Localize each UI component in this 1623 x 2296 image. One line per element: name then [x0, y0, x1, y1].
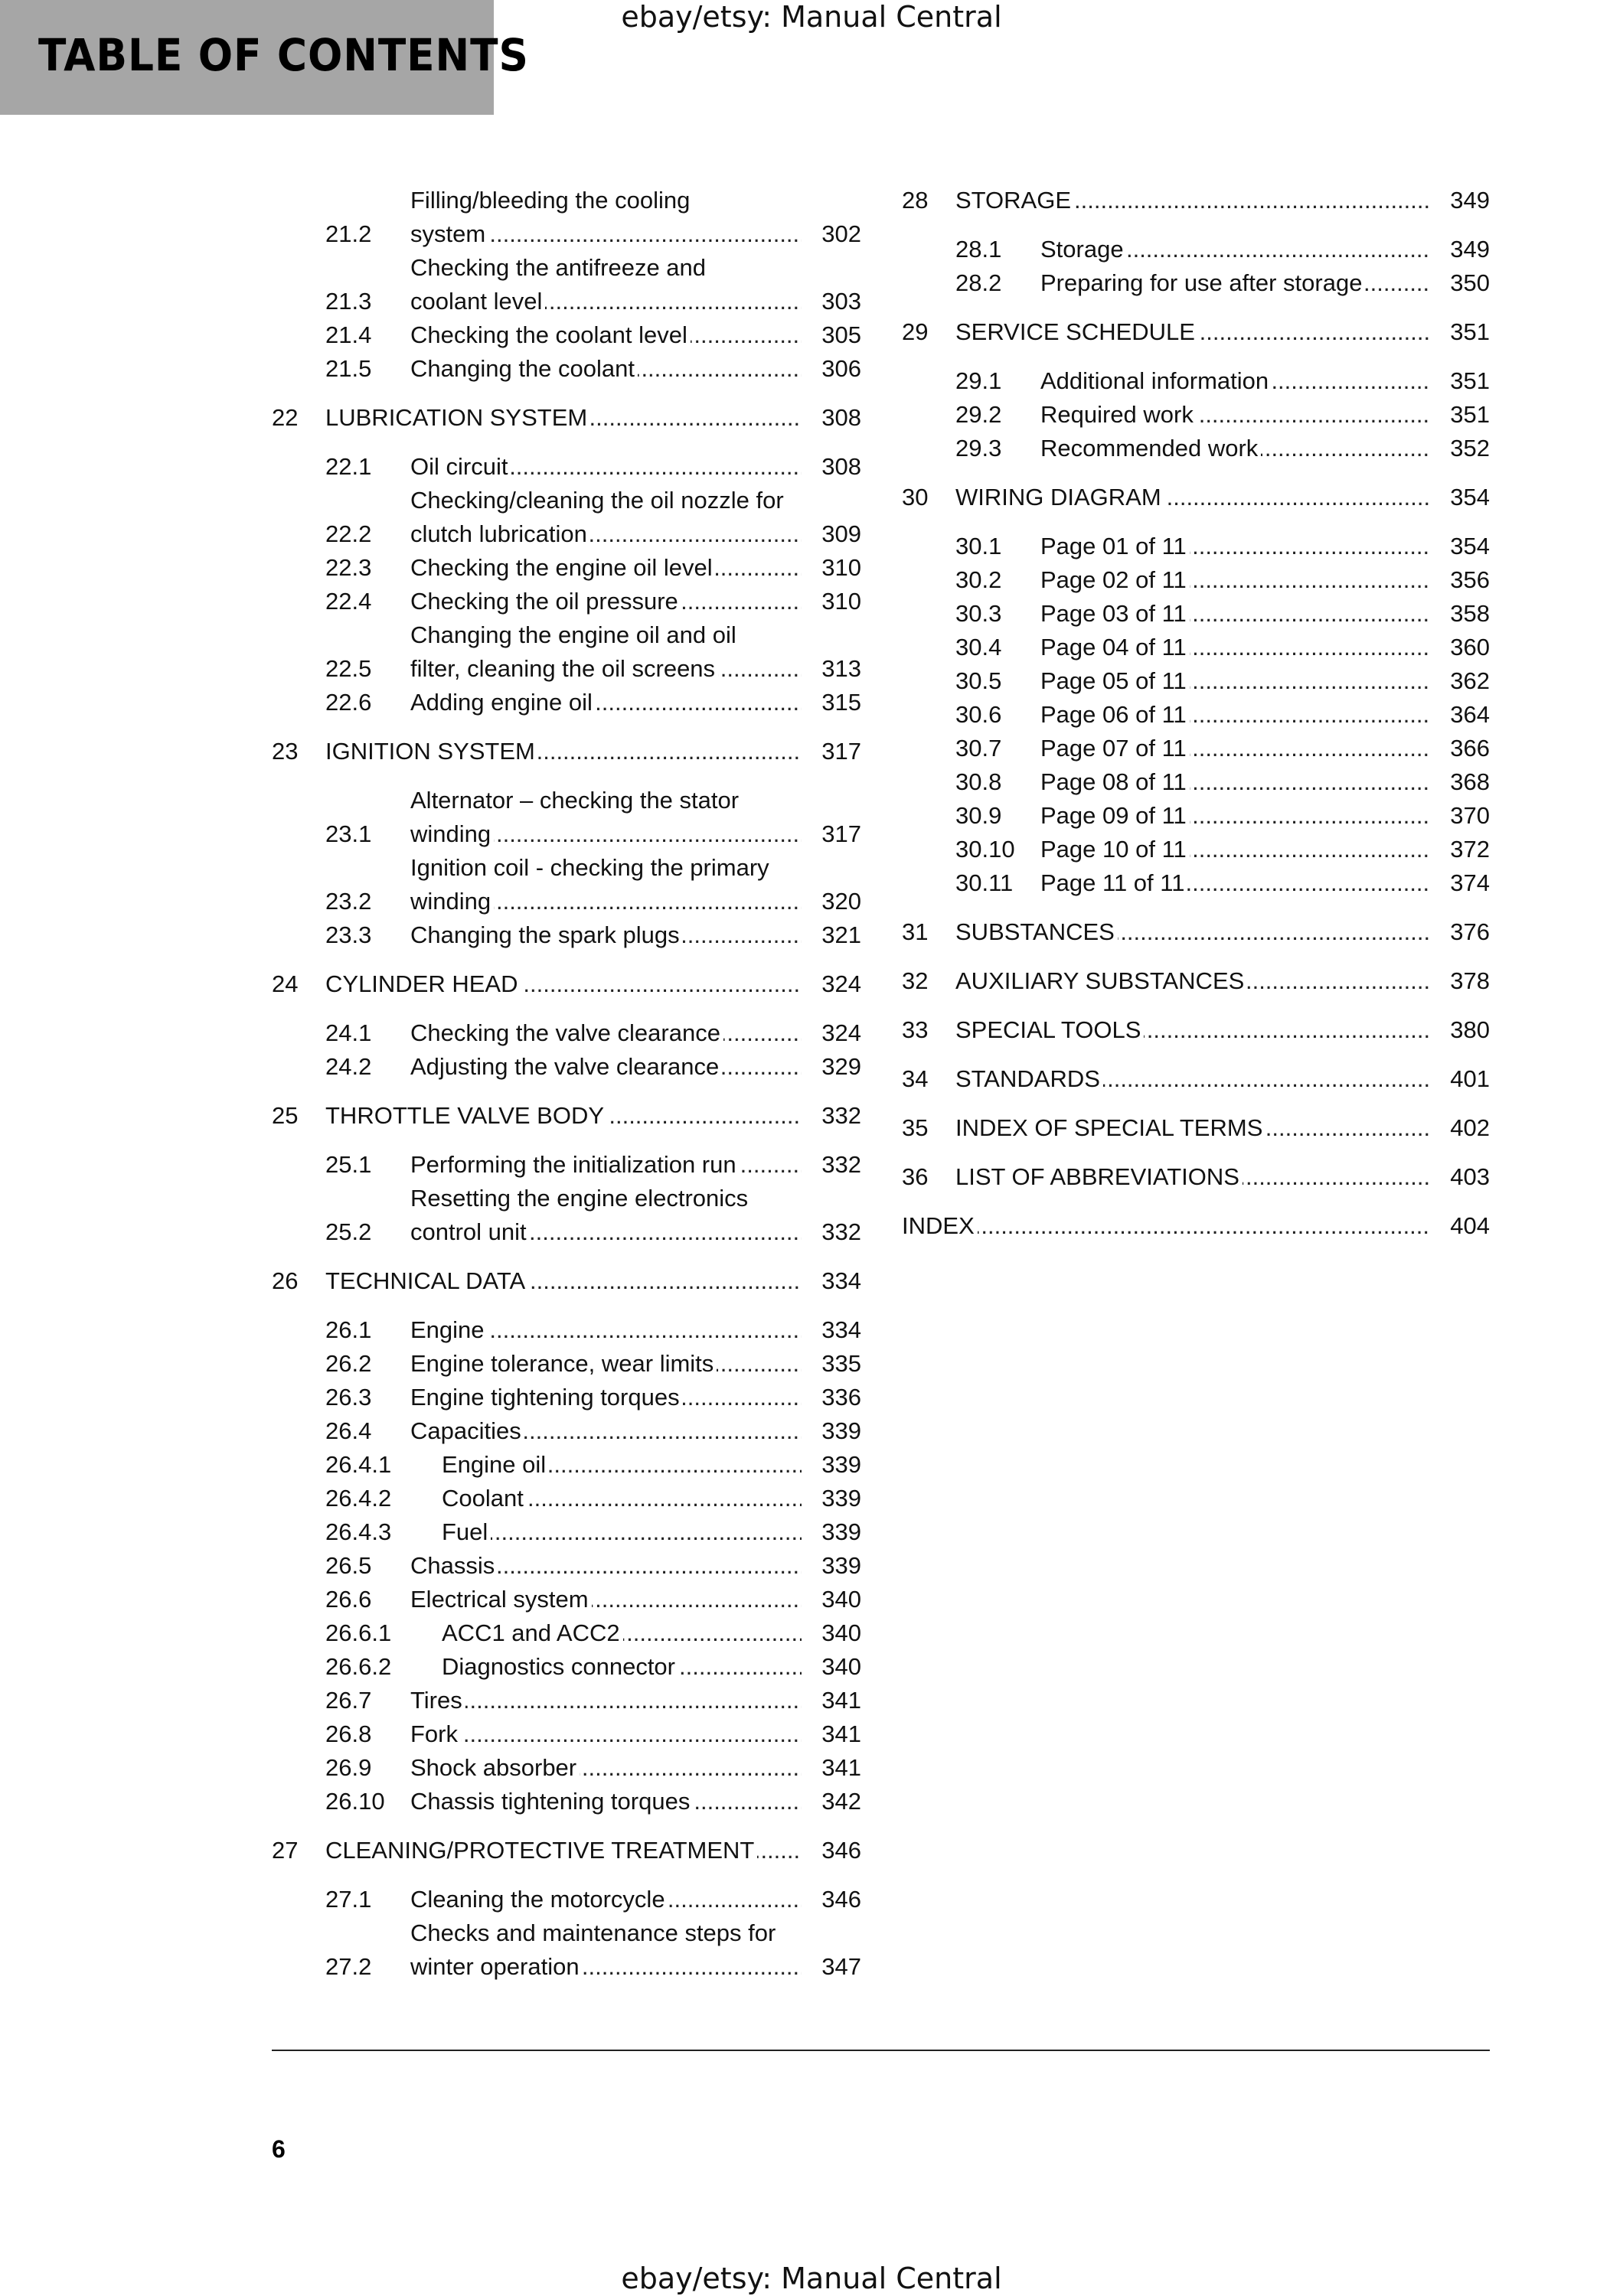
toc-entry-page: 352 — [1430, 432, 1490, 465]
toc-entry[interactable] — [272, 784, 861, 851]
toc-entry[interactable] — [272, 618, 861, 686]
toc-entry[interactable] — [272, 585, 861, 618]
toc-entry-page: 351 — [1430, 398, 1490, 432]
toc-entry-page: 346 — [802, 1883, 861, 1916]
toc-entry[interactable] — [902, 664, 1490, 698]
toc-entry-page: 335 — [802, 1347, 861, 1381]
toc-entry-number: 30 — [902, 484, 929, 510]
toc-entry[interactable] — [902, 915, 1490, 949]
toc-entry-title: SUBSTANCES — [955, 918, 1118, 945]
toc-entry-title: LUBRICATION SYSTEM — [325, 404, 590, 431]
toc-entry-title: Performing the initialization run — [410, 1151, 740, 1178]
toc-entry-title: Diagnostics connector — [442, 1653, 678, 1680]
toc-entry-page: 308 — [802, 450, 861, 484]
toc-entry[interactable] — [272, 1684, 861, 1717]
toc-entry-title: Page 07 of 11 — [1040, 735, 1190, 762]
toc-entry-title: Checking the coolant level — [410, 321, 691, 348]
toc-entry-page: 334 — [802, 1264, 861, 1298]
toc-entry-number: 26.7 — [325, 1687, 372, 1714]
toc-entry[interactable] — [272, 1834, 861, 1867]
toc-entry-number: 27.2 — [325, 1953, 372, 1980]
toc-left-column — [272, 184, 861, 1984]
toc-entry-page: 339 — [802, 1549, 861, 1583]
toc-entry-title: AUXILIARY SUBSTANCES — [955, 967, 1247, 994]
toc-entry-page: 376 — [1430, 915, 1490, 949]
toc-entry-page: 320 — [802, 885, 861, 918]
toc-entry-title: Engine — [410, 1316, 488, 1343]
toc-entry-number: 36 — [902, 1163, 929, 1190]
toc-entry-title: Adding engine oil — [410, 689, 596, 716]
toc-entry-title: Tires — [410, 1687, 465, 1714]
toc-entry-page: 351 — [1430, 364, 1490, 398]
page-number: 6 — [272, 2135, 286, 2163]
toc-entry-title: Adjusting the valve clearance — [410, 1053, 722, 1080]
toc-entry[interactable] — [902, 698, 1490, 732]
toc-entry-number: 30.9 — [955, 802, 1002, 829]
toc-entry-number: 24 — [272, 970, 299, 997]
toc-entry-title: Page 02 of 11 — [1040, 566, 1190, 593]
toc-entry-page: 340 — [802, 1616, 861, 1650]
toc-entry-number: 30.6 — [955, 701, 1002, 728]
toc-entry-number: 30.7 — [955, 735, 1002, 762]
toc-entry-number: 26.4.3 — [325, 1518, 392, 1545]
toc-entry-title: IGNITION SYSTEM — [325, 738, 538, 765]
toc-entry-number: 29.2 — [955, 401, 1002, 428]
toc-entry[interactable] — [902, 866, 1490, 900]
toc-entry-title: Changing the spark plugs — [410, 921, 683, 948]
toc-entry-number: 26.4.2 — [325, 1485, 392, 1512]
toc-entry-number: 26.5 — [325, 1552, 372, 1579]
toc-entry-number: 29.1 — [955, 367, 1002, 394]
toc-entry[interactable] — [272, 1650, 861, 1684]
toc-entry-page: 313 — [802, 652, 861, 686]
toc-entry[interactable] — [902, 799, 1490, 833]
toc-entry-title: Additional information — [1040, 367, 1272, 394]
toc-entry-page: 334 — [802, 1313, 861, 1347]
toc-entry-title: Coolant — [442, 1485, 527, 1512]
toc-entry-page: 358 — [1430, 597, 1490, 631]
toc-entry-page: 321 — [802, 918, 861, 952]
watermark-top: ebay/etsy: Manual Central — [621, 0, 1002, 34]
toc-entry[interactable] — [272, 1414, 861, 1448]
toc-entry-title: Checking the antifreeze and — [410, 254, 709, 281]
toc-entry[interactable] — [272, 318, 861, 352]
toc-entry[interactable] — [272, 1099, 861, 1133]
toc-entry-number: 23.2 — [325, 888, 372, 915]
toc-entry-title: Storage — [1040, 236, 1127, 263]
toc-entry[interactable] — [272, 484, 861, 551]
toc-entry-number: 21.5 — [325, 355, 372, 382]
toc-entry-title: STORAGE — [955, 187, 1074, 214]
toc-entry[interactable] — [902, 597, 1490, 631]
toc-entry[interactable] — [272, 1583, 861, 1616]
toc-entry-number: 23.3 — [325, 921, 372, 948]
toc-entry-title: Page 01 of 11 — [1040, 533, 1190, 559]
toc-entry-page: 362 — [1430, 664, 1490, 698]
toc-entry-page: 347 — [802, 1950, 861, 1984]
toc-entry-title: WIRING DIAGRAM — [955, 484, 1164, 510]
toc-entry-number: 22 — [272, 404, 299, 431]
toc-entry-number: 30.8 — [955, 768, 1002, 795]
toc-entry-title: Checks and maintenance steps for — [410, 1919, 779, 1946]
toc-entry-title: SPECIAL TOOLS — [955, 1016, 1144, 1043]
toc-entry-title: Resetting the engine electronics — [410, 1185, 751, 1212]
toc-entry-page: 308 — [802, 401, 861, 435]
toc-entry-page: 339 — [802, 1515, 861, 1549]
toc-entry-number: 29 — [902, 318, 929, 345]
toc-entry-title: winding — [410, 820, 494, 847]
toc-entry[interactable] — [272, 1549, 861, 1583]
toc-entry-number: 32 — [902, 967, 929, 994]
toc-entry[interactable] — [902, 432, 1490, 465]
toc-entry-page: 346 — [802, 1834, 861, 1867]
toc-entry[interactable] — [272, 1916, 861, 1984]
toc-entry-number: 26.10 — [325, 1788, 385, 1815]
toc-entry-title: Page 03 of 11 — [1040, 600, 1190, 627]
toc-entry-page: 374 — [1430, 866, 1490, 900]
toc-entry-title: Engine tolerance, wear limits — [410, 1350, 717, 1377]
toc-entry-page: 351 — [1430, 315, 1490, 349]
toc-entry-number: 28 — [902, 187, 929, 214]
toc-entry-title: Fuel — [442, 1518, 491, 1545]
toc-entry[interactable] — [272, 1883, 861, 1916]
toc-entry-title: Recommended work — [1040, 435, 1261, 461]
toc-entry[interactable] — [272, 1448, 861, 1482]
toc-entry-title: winter operation — [410, 1953, 583, 1980]
toc-entry-page: 341 — [802, 1751, 861, 1785]
toc-entry-page: 310 — [802, 585, 861, 618]
toc-entry[interactable] — [272, 735, 861, 768]
toc-entry-number: 25 — [272, 1102, 299, 1129]
toc-entry-title: control unit — [410, 1218, 530, 1245]
toc-entry-title: Page 06 of 11 — [1040, 701, 1190, 728]
toc-entry-number: 22.1 — [325, 453, 372, 480]
toc-entry-number: 24.1 — [325, 1019, 372, 1046]
watermark-bottom: ebay/etsy: Manual Central — [621, 2262, 1002, 2295]
toc-entry-page: 339 — [802, 1414, 861, 1448]
toc-entry-number: 22.3 — [325, 554, 372, 581]
toc-entry-number: 26.6 — [325, 1586, 372, 1613]
toc-entry-page: 403 — [1430, 1160, 1490, 1194]
toc-entry-title: Page 08 of 11 — [1040, 768, 1190, 795]
toc-entry[interactable] — [902, 833, 1490, 866]
toc-entry[interactable] — [272, 686, 861, 719]
toc-entry-title: Page 04 of 11 — [1040, 634, 1190, 660]
toc-entry-title: Engine tightening torques — [410, 1384, 683, 1411]
toc-entry-number: 30.4 — [955, 634, 1002, 660]
toc-entry-title: Oil circuit — [410, 453, 511, 480]
toc-entry[interactable] — [902, 765, 1490, 799]
toc-entry[interactable] — [902, 315, 1490, 349]
toc-entry-page: 336 — [802, 1381, 861, 1414]
toc-entry-title: LIST OF ABBREVIATIONS — [955, 1163, 1243, 1190]
toc-entry-title: Capacities — [410, 1417, 524, 1444]
toc-entry[interactable] — [902, 1111, 1490, 1145]
toc-entry[interactable] — [272, 450, 861, 484]
toc-entry-page: 349 — [1430, 233, 1490, 266]
toc-entry-page: 356 — [1430, 563, 1490, 597]
toc-entry-number: 26.8 — [325, 1720, 372, 1747]
toc-entry-number: 27 — [272, 1837, 299, 1864]
toc-entry[interactable] — [902, 732, 1490, 765]
toc-entry-title: Required work — [1040, 401, 1197, 428]
toc-entry-page: 401 — [1430, 1062, 1490, 1096]
toc-entry-page: 404 — [1430, 1209, 1490, 1243]
toc-entry[interactable] — [272, 1264, 861, 1298]
toc-entry[interactable] — [272, 184, 861, 251]
toc-entry-title: CYLINDER HEAD — [325, 970, 521, 997]
toc-entry-title: Preparing for use after storage — [1040, 269, 1365, 296]
toc-entry-number: 34 — [902, 1065, 929, 1092]
toc-entry-page: 350 — [1430, 266, 1490, 300]
toc-entry-page: 341 — [802, 1684, 861, 1717]
toc-entry-page: 329 — [802, 1050, 861, 1084]
toc-entry-title: ACC1 and ACC2 — [442, 1619, 623, 1646]
toc-entry-title: TECHNICAL DATA — [325, 1267, 528, 1294]
toc-entry-number: 21.2 — [325, 220, 372, 247]
toc-entry-number: 30.1 — [955, 533, 1002, 559]
toc-entry-number: 22.2 — [325, 520, 372, 547]
toc-entry-page: 340 — [802, 1650, 861, 1684]
toc-entry-title: Filling/bleeding the cooling — [410, 187, 693, 214]
toc-entry-page: 324 — [802, 967, 861, 1001]
toc-entry-title: coolant level — [410, 288, 545, 315]
toc-entry-page: 341 — [802, 1717, 861, 1751]
toc-entry-title: STANDARDS — [955, 1065, 1103, 1092]
toc-entry[interactable] — [272, 1751, 861, 1785]
toc-entry[interactable] — [272, 1482, 861, 1515]
toc-entry-number: 28.2 — [955, 269, 1002, 296]
toc-entry[interactable] — [902, 184, 1490, 217]
toc-entry-number: 27.1 — [325, 1886, 372, 1913]
toc-entry[interactable] — [272, 1347, 861, 1381]
toc-entry[interactable] — [902, 631, 1490, 664]
toc-entry[interactable] — [902, 530, 1490, 563]
toc-entry[interactable] — [902, 266, 1490, 300]
toc-entry-number: 29.3 — [955, 435, 1002, 461]
toc-entry-number: 30.11 — [955, 869, 1014, 896]
toc-entry-number: 26.6.2 — [325, 1653, 392, 1680]
toc-entry-number: 28.1 — [955, 236, 1002, 263]
toc-entry-page: 368 — [1430, 765, 1490, 799]
toc-entry-page: 349 — [1430, 184, 1490, 217]
page-title: TABLE OF CONTENTS — [38, 29, 529, 81]
toc-entry-number: 26.6.1 — [325, 1619, 392, 1646]
toc-entry-title: Page 10 of 11 — [1040, 836, 1190, 863]
toc-entry-number: 33 — [902, 1016, 929, 1043]
toc-entry-title: Shock absorber — [410, 1754, 580, 1781]
toc-entry-title: system — [410, 220, 488, 247]
toc-entry-number: 30.2 — [955, 566, 1002, 593]
toc-entry[interactable] — [272, 967, 861, 1001]
toc-entry-title: THROTTLE VALVE BODY — [325, 1102, 607, 1129]
toc-entry[interactable] — [272, 918, 861, 952]
toc-entry-number: 26.1 — [325, 1316, 372, 1343]
toc-entry[interactable] — [272, 1785, 861, 1818]
toc-entry[interactable] — [272, 401, 861, 435]
toc-entry-number: 25.1 — [325, 1151, 372, 1178]
toc-entry-page: 317 — [802, 735, 861, 768]
toc-entry-title: Page 05 of 11 — [1040, 667, 1190, 694]
toc-entry-title: Fork — [410, 1720, 461, 1747]
toc-entry[interactable] — [272, 1616, 861, 1650]
toc-entry-number: 30.10 — [955, 836, 1015, 863]
toc-entry-number: 25.2 — [325, 1218, 372, 1245]
toc-entry[interactable] — [902, 1209, 1490, 1243]
toc-entry-title: Cleaning the motorcycle — [410, 1886, 668, 1913]
toc-entry[interactable] — [902, 1013, 1490, 1047]
toc-entry-page: 305 — [802, 318, 861, 352]
toc-right-column — [902, 184, 1490, 1243]
toc-entry-page: 339 — [802, 1448, 861, 1482]
toc-entry-number: 26.3 — [325, 1384, 372, 1411]
toc-entry-page: 332 — [802, 1148, 861, 1182]
toc-entry-number: 21.3 — [325, 288, 372, 315]
toc-entry-page: 360 — [1430, 631, 1490, 664]
toc-entry-page: 370 — [1430, 799, 1490, 833]
toc-entry-number: 26 — [272, 1267, 299, 1294]
toc-entry[interactable] — [272, 352, 861, 386]
toc-entry-number: 26.4 — [325, 1417, 372, 1444]
toc-entry-title: Checking the oil pressure — [410, 588, 681, 615]
toc-entry-page: 309 — [802, 517, 861, 551]
toc-entry[interactable] — [272, 251, 861, 318]
toc-entry[interactable] — [902, 1062, 1490, 1096]
toc-entry-title: INDEX — [902, 1212, 978, 1239]
toc-entry-number: 23.1 — [325, 820, 372, 847]
toc-entry-number: 35 — [902, 1114, 929, 1141]
toc-entry-page: 340 — [802, 1583, 861, 1616]
toc-entry-page: 366 — [1430, 732, 1490, 765]
toc-entry-title: Ignition coil - checking the primary — [410, 854, 772, 881]
toc-entry-title: filter, cleaning the oil screens — [410, 655, 718, 682]
toc-entry-page: 402 — [1430, 1111, 1490, 1145]
toc-entry-title: Engine oil — [442, 1451, 549, 1478]
toc-entry-number: 23 — [272, 738, 299, 765]
toc-entry[interactable] — [272, 551, 861, 585]
toc-entry[interactable] — [902, 233, 1490, 266]
toc-entry[interactable] — [902, 563, 1490, 597]
toc-entry-number: 26.9 — [325, 1754, 372, 1781]
toc-entry-number: 22.4 — [325, 588, 372, 615]
toc-entry-number: 30.5 — [955, 667, 1002, 694]
toc-entry-page: 342 — [802, 1785, 861, 1818]
toc-entry[interactable] — [902, 364, 1490, 398]
toc-entry-title: Chassis — [410, 1552, 498, 1579]
toc-entry-number: 24.2 — [325, 1053, 372, 1080]
toc-entry[interactable] — [902, 964, 1490, 998]
footer-rule — [272, 2050, 1490, 2051]
toc-entry-page: 372 — [1430, 833, 1490, 866]
toc-entry[interactable] — [272, 1717, 861, 1751]
toc-entry[interactable] — [902, 1160, 1490, 1194]
toc-entry-number: 26.2 — [325, 1350, 372, 1377]
toc-entry-page: 354 — [1430, 481, 1490, 514]
toc-entry-title: INDEX OF SPECIAL TERMS — [955, 1114, 1265, 1141]
toc-entry-title: Checking/cleaning the oil nozzle for — [410, 487, 787, 514]
toc-entry-page: 310 — [802, 551, 861, 585]
toc-entry-title: winding — [410, 888, 494, 915]
toc-entry-page: 378 — [1430, 964, 1490, 998]
toc-entry-title: Chassis tightening torques — [410, 1788, 693, 1815]
toc-entry-page: 364 — [1430, 698, 1490, 732]
toc-entry-number: 26.4.1 — [325, 1451, 392, 1478]
toc-entry-page: 332 — [802, 1099, 861, 1133]
toc-entry-title: Changing the coolant — [410, 355, 638, 382]
toc-entry-page: 354 — [1430, 530, 1490, 563]
toc-entry-title: Checking the engine oil level — [410, 554, 716, 581]
toc-entry-title: Electrical system — [410, 1586, 592, 1613]
toc-entry[interactable] — [272, 1313, 861, 1347]
toc-entry[interactable] — [272, 1515, 861, 1549]
toc-entry-page: 303 — [802, 285, 861, 318]
toc-entry-page: 380 — [1430, 1013, 1490, 1047]
toc-entry[interactable] — [272, 1016, 861, 1050]
toc-entry[interactable] — [902, 481, 1490, 514]
toc-entry-title: CLEANING/PROTECTIVE TREATMENT — [325, 1837, 757, 1864]
toc-entry[interactable] — [272, 1182, 861, 1249]
toc-entry-number: 21.4 — [325, 321, 372, 348]
toc-entry-page: 332 — [802, 1215, 861, 1249]
toc-entry-page: 317 — [802, 817, 861, 851]
toc-entry-page: 306 — [802, 352, 861, 386]
toc-entry-page: 302 — [802, 217, 861, 251]
toc-entry-number: 30.3 — [955, 600, 1002, 627]
toc-entry-title: Changing the engine oil and oil — [410, 621, 740, 648]
toc-entry-title: Page 09 of 11 — [1040, 802, 1190, 829]
toc-entry-page: 339 — [802, 1482, 861, 1515]
toc-entry-number: 22.5 — [325, 655, 372, 682]
toc-entry[interactable] — [272, 1381, 861, 1414]
toc-entry-title: Checking the valve clearance — [410, 1019, 723, 1046]
toc-entry[interactable] — [272, 851, 861, 918]
toc-entry-number: 22.6 — [325, 689, 372, 716]
toc-entry-number: 31 — [902, 918, 929, 945]
toc-entry[interactable] — [272, 1050, 861, 1084]
toc-entry[interactable] — [272, 1148, 861, 1182]
toc-entry-page: 324 — [802, 1016, 861, 1050]
toc-entry-title: Alternator – checking the stator — [410, 787, 742, 814]
toc-entry-title: SERVICE SCHEDULE — [955, 318, 1198, 345]
toc-entry-title: Page 11 of 11 — [1040, 869, 1187, 896]
toc-entry-page: 315 — [802, 686, 861, 719]
toc-entry-title: clutch lubrication — [410, 520, 590, 547]
toc-entry[interactable] — [902, 398, 1490, 432]
